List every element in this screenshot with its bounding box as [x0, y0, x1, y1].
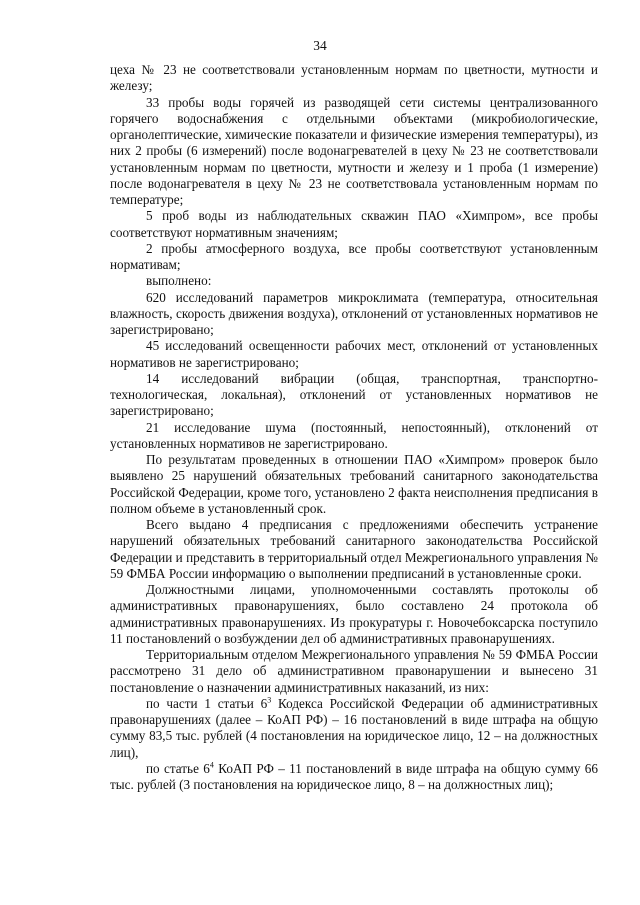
- paragraph-15-text-start: по статье 6: [146, 760, 210, 776]
- document-body: [110, 62, 598, 793]
- superscript-4: 4: [209, 760, 214, 770]
- paragraph-3: 5 проб воды из наблюдательных скважин ПАО «Химпром», все пробы соответствуют нормативным значениям;: [110, 208, 598, 240]
- paragraph-1: цеха № 23 не соответствовали установленным нормам по цветности, мутности и железу;: [110, 62, 598, 94]
- paragraph-9: 21 исследование шума (постоянный, непостоянный), отклонений от установленных нормативов не зарегистрировано.: [110, 419, 598, 451]
- paragraph-15: [110, 761, 598, 794]
- paragraph-6: 620 исследований параметров микроклимата (температура, относительная влажность, скорость движения воздуха), отклонений от установленных нормативов не зарегистрировано;: [110, 289, 598, 337]
- paragraph-14-text-end: Кодекса Российской Федерации об административных правонарушениях (далее – КоАП РФ) – 16 постановлений в виде штрафа на общую сумму 83,5 тыс. рублей (4 постановления на юридическое лицо, 12 – на должностных лиц),: [110, 695, 598, 760]
- paragraph-14-text-start: по части 1 статьи 6: [146, 695, 268, 711]
- paragraph-10: По результатам проведенных в отношении ПАО «Химпром» проверок было выявлено 25 нарушений обязательных требований санитарного законодательства Российской Федерации, кроме того, установлено 2 факта неисполнения предписания в полном объеме в установленный срок.: [110, 452, 598, 516]
- page-number: 34: [313, 38, 327, 53]
- paragraph-5: выполнено:: [146, 273, 212, 289]
- paragraph-2: 33 пробы воды горячей из разводящей сети системы централизованного горячего водоснабжения с отдельными объектами (микробиологические, органолептические, химические показатели и физические измерения температуры), из них 2 пробы (6 измерений) после водонагревателей в цеху № 23 не соответствовали установленным нормам по цветности, мутности и железу и 1 проба (1 измерение) после водонагревателя в цеху № 23 не соответствовала установленным нормам по температуре;: [110, 94, 598, 207]
- paragraph-11: Всего выдано 4 предписания с предложениями обеспечить устранение нарушений обязательных требований санитарного законодательства Российской Федерации и представить в территориальный отдел Межрегионального управления № 59 ФМБА России информацию о выполнении предписаний в установленные сроки.: [110, 517, 598, 581]
- paragraph-12: Должностными лицами, уполномоченными составлять протоколы об административных правонарушениях, было составлено 24 протокола об административных правонарушениях. Из прокуратуры г. Новочебоксарска поступило 11 постановлений о возбуждении дел об административных правонарушениях.: [110, 582, 598, 646]
- paragraph-14: [110, 696, 598, 761]
- paragraph-7: 45 исследований освещенности рабочих мест, отклонений от установленных нормативов не зарегистрировано;: [110, 338, 598, 370]
- paragraph-8: 14 исследований вибрации (общая, транспортная, транспортно-технологическая, локальная), отклонений от установленных нормативов не зарегистрировано;: [110, 370, 598, 419]
- paragraph-4: 2 пробы атмосферного воздуха, все пробы соответствуют установленным нормативам;: [110, 240, 598, 272]
- superscript-3: 3: [267, 695, 272, 705]
- paragraph-13: Территориальным отделом Межрегионального управления № 59 ФМБА России рассмотрено 31 дело об административном правонарушении и вынесено 31 постановление о назначении административных наказаний, из них:: [110, 647, 598, 695]
- paragraph-15-text-end: КоАП РФ – 11 постановлений в виде штрафа на общую сумму 66 тыс. рублей (3 постановления на юридическое лицо, 8 – на должностных лиц);: [110, 760, 598, 792]
